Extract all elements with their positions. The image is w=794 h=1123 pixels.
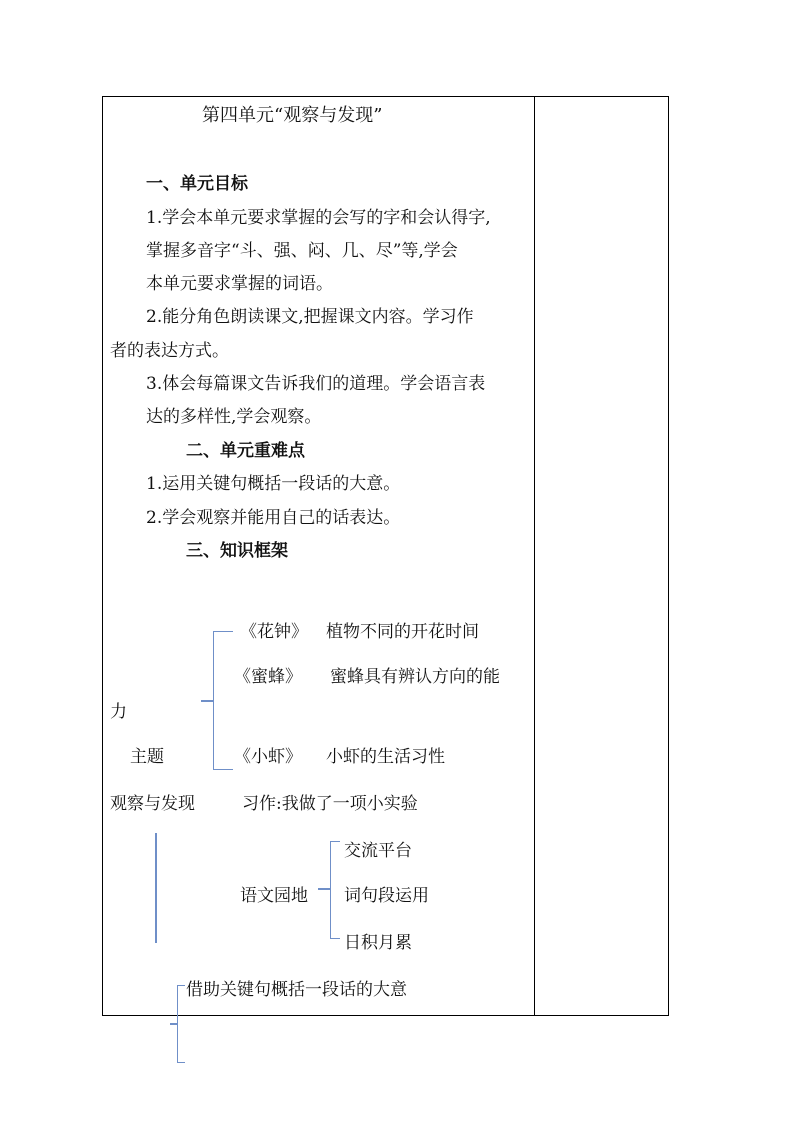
garden-label: 语文园地 — [240, 886, 308, 906]
garden-item-1: 交流平台 — [344, 841, 412, 861]
framework-brace-garden-tip — [318, 888, 331, 890]
theme-label: 主题 — [130, 747, 164, 767]
garden-item-2: 词句段运用 — [344, 886, 429, 906]
writing-task: 习作:我做了一项小实验 — [242, 794, 418, 814]
theme-name: 观察与发现 — [110, 794, 195, 814]
lesson-2-title: 《蜜蜂》 — [234, 667, 302, 687]
table-column-divider — [534, 96, 535, 1016]
framework-brace-lessons — [213, 631, 233, 770]
goal-1-line-1: 1.学会本单元要求掌握的会写的字和会认得字, — [146, 208, 491, 228]
skill-item: 借助关键句概括一段话的大意 — [186, 980, 407, 1000]
lesson-3-title: 《小虾》 — [234, 747, 302, 767]
key-point-1: 1.运用关键句概括一段话的大意。 — [146, 474, 401, 494]
goal-3-line-1: 3.体会每篇课文告诉我们的道理。学会语言表 — [146, 374, 486, 394]
goal-2-line-2: 者的表达方式。 — [110, 341, 229, 361]
goal-1-line-2: 掌握多音字“斗、强、闷、几、尽”等,学会 — [146, 241, 458, 261]
lesson-1-desc: 植物不同的开花时间 — [326, 622, 479, 642]
lesson-1-title: 《花钟》 — [240, 622, 308, 642]
section-heading-key-points: 二、单元重难点 — [186, 441, 305, 461]
section-heading-framework: 三、知识框架 — [186, 541, 288, 561]
framework-connector-line — [155, 833, 157, 943]
goal-2-line-1: 2.能分角色朗读课文,把握课文内容。学习作 — [146, 307, 474, 327]
lesson-2-desc: 蜜蜂具有辨认方向的能 — [330, 667, 500, 687]
framework-brace-skills — [177, 985, 185, 1063]
lesson-3-desc: 小虾的生活习性 — [326, 747, 445, 767]
goal-1-line-3: 本单元要求掌握的词语。 — [146, 274, 333, 294]
framework-brace-garden — [330, 841, 340, 939]
key-point-2: 2.学会观察并能用自己的话表达。 — [146, 508, 401, 528]
framework-brace-tip — [201, 700, 214, 702]
lesson-2-desc-wrap: 力 — [110, 702, 127, 722]
garden-item-3: 日积月累 — [344, 933, 412, 953]
page-title: 第四单元“观察与发现” — [202, 105, 383, 126]
framework-brace-skills-tip — [170, 1023, 178, 1025]
goal-3-line-2: 达的多样性,学会观察。 — [146, 407, 322, 427]
section-heading-goals: 一、单元目标 — [146, 174, 248, 194]
